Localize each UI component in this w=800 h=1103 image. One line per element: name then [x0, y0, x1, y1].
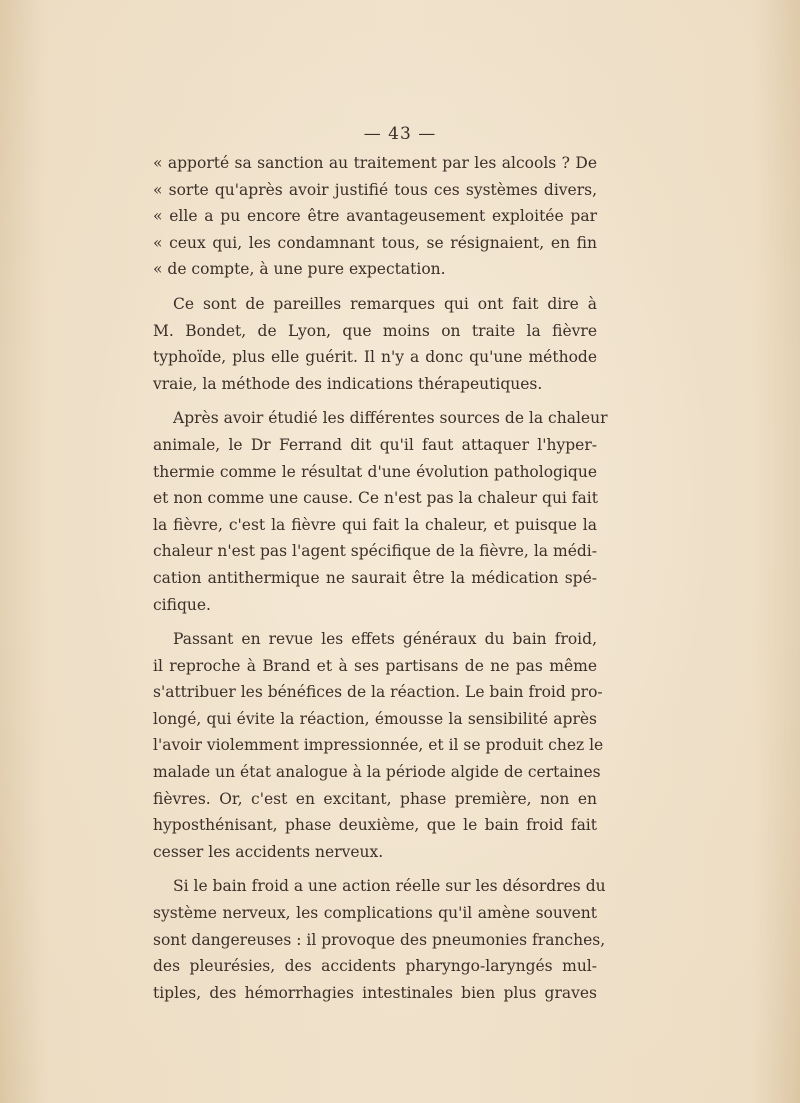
text-line: Si le bain froid a une action réelle sur les désordres du: [173, 877, 606, 896]
paragraph-quote-end: [153, 150, 597, 283]
text-line: « de compte, à une pure expectation.: [153, 260, 446, 279]
text-line: typhoïde, plus elle guérit. Il n'y a donc qu'une méthode: [153, 348, 597, 367]
text-line: « apporté sa sanction au traitement par les alcools ? De: [153, 154, 597, 172]
text-line: Passant en revue les effets généraux du bain froid,: [173, 630, 597, 649]
text-line: la fièvre, c'est la fièvre qui fait la chaleur, et puisque la: [153, 515, 597, 534]
paragraph-bain-froid: [153, 626, 604, 865]
text-line: chaleur n'est pas l'agent spécifique de la fièvre, la médi-: [153, 542, 597, 561]
text-line: système nerveux, les complications qu'il amène souvent: [153, 904, 597, 923]
text-line: « ceux qui, les condamnant tous, se résignaient, en fin: [153, 233, 597, 252]
text-line: longé, qui évite la réaction, émousse la sensibilité après: [153, 709, 597, 728]
page-body: [153, 150, 608, 1014]
text-line: vraie, la méthode des indications thérapeutiques.: [153, 374, 543, 393]
text-line: cation antithermique ne saurait être la médication spé-: [153, 568, 597, 587]
text-line: M. Bondet, de Lyon, que moins on traite la fièvre: [153, 321, 597, 340]
text-line: l'avoir violemment impressionnée, et il se produit chez le: [153, 736, 604, 755]
text-line: sont dangereuses : il provoque des pneumonies franches,: [153, 930, 606, 949]
text-line: des pleurésies, des accidents pharyngo-laryngés mul-: [153, 957, 597, 976]
text-line: Après avoir étudié les différentes sources de la chaleur: [173, 409, 608, 428]
text-line: animale, le Dr Ferrand dit qu'il faut attaquer l'hyper-: [153, 435, 597, 454]
text-line: Ce sont de pareilles remarques qui ont fait dire à: [173, 294, 597, 313]
text-line: tiples, des hémorrhagies intestinales bien plus graves: [153, 983, 597, 1002]
text-line: thermie comme le résultat d'une évolution pathologique: [153, 462, 597, 481]
paragraph-ferrand: [153, 405, 608, 618]
paragraph-complications: [153, 873, 606, 1006]
text-line: et non comme une cause. Ce n'est pas la chaleur qui fait: [153, 489, 598, 508]
text-line: il reproche à Brand et à ses partisans de ne pas même: [153, 656, 597, 675]
text-line: cesser les accidents nerveux.: [153, 842, 384, 861]
page-number: — 43 —: [363, 124, 437, 144]
text-line: « elle a pu encore être avantageusement exploitée par: [153, 207, 597, 226]
text-line: « sorte qu'après avoir justifié tous ces systèmes divers,: [153, 180, 597, 199]
paragraph-bondet: [153, 291, 597, 397]
text-line: fièvres. Or, c'est en excitant, phase première, non en: [153, 789, 597, 808]
text-line: cifique.: [153, 595, 211, 614]
text-line: hyposthénisant, phase deuxième, que le bain froid fait: [153, 816, 597, 835]
text-line: s'attribuer les bénéfices de la réaction. Le bain froid pro-: [153, 683, 603, 702]
text-line: malade un état analogue à la période algide de certaines: [153, 763, 601, 782]
